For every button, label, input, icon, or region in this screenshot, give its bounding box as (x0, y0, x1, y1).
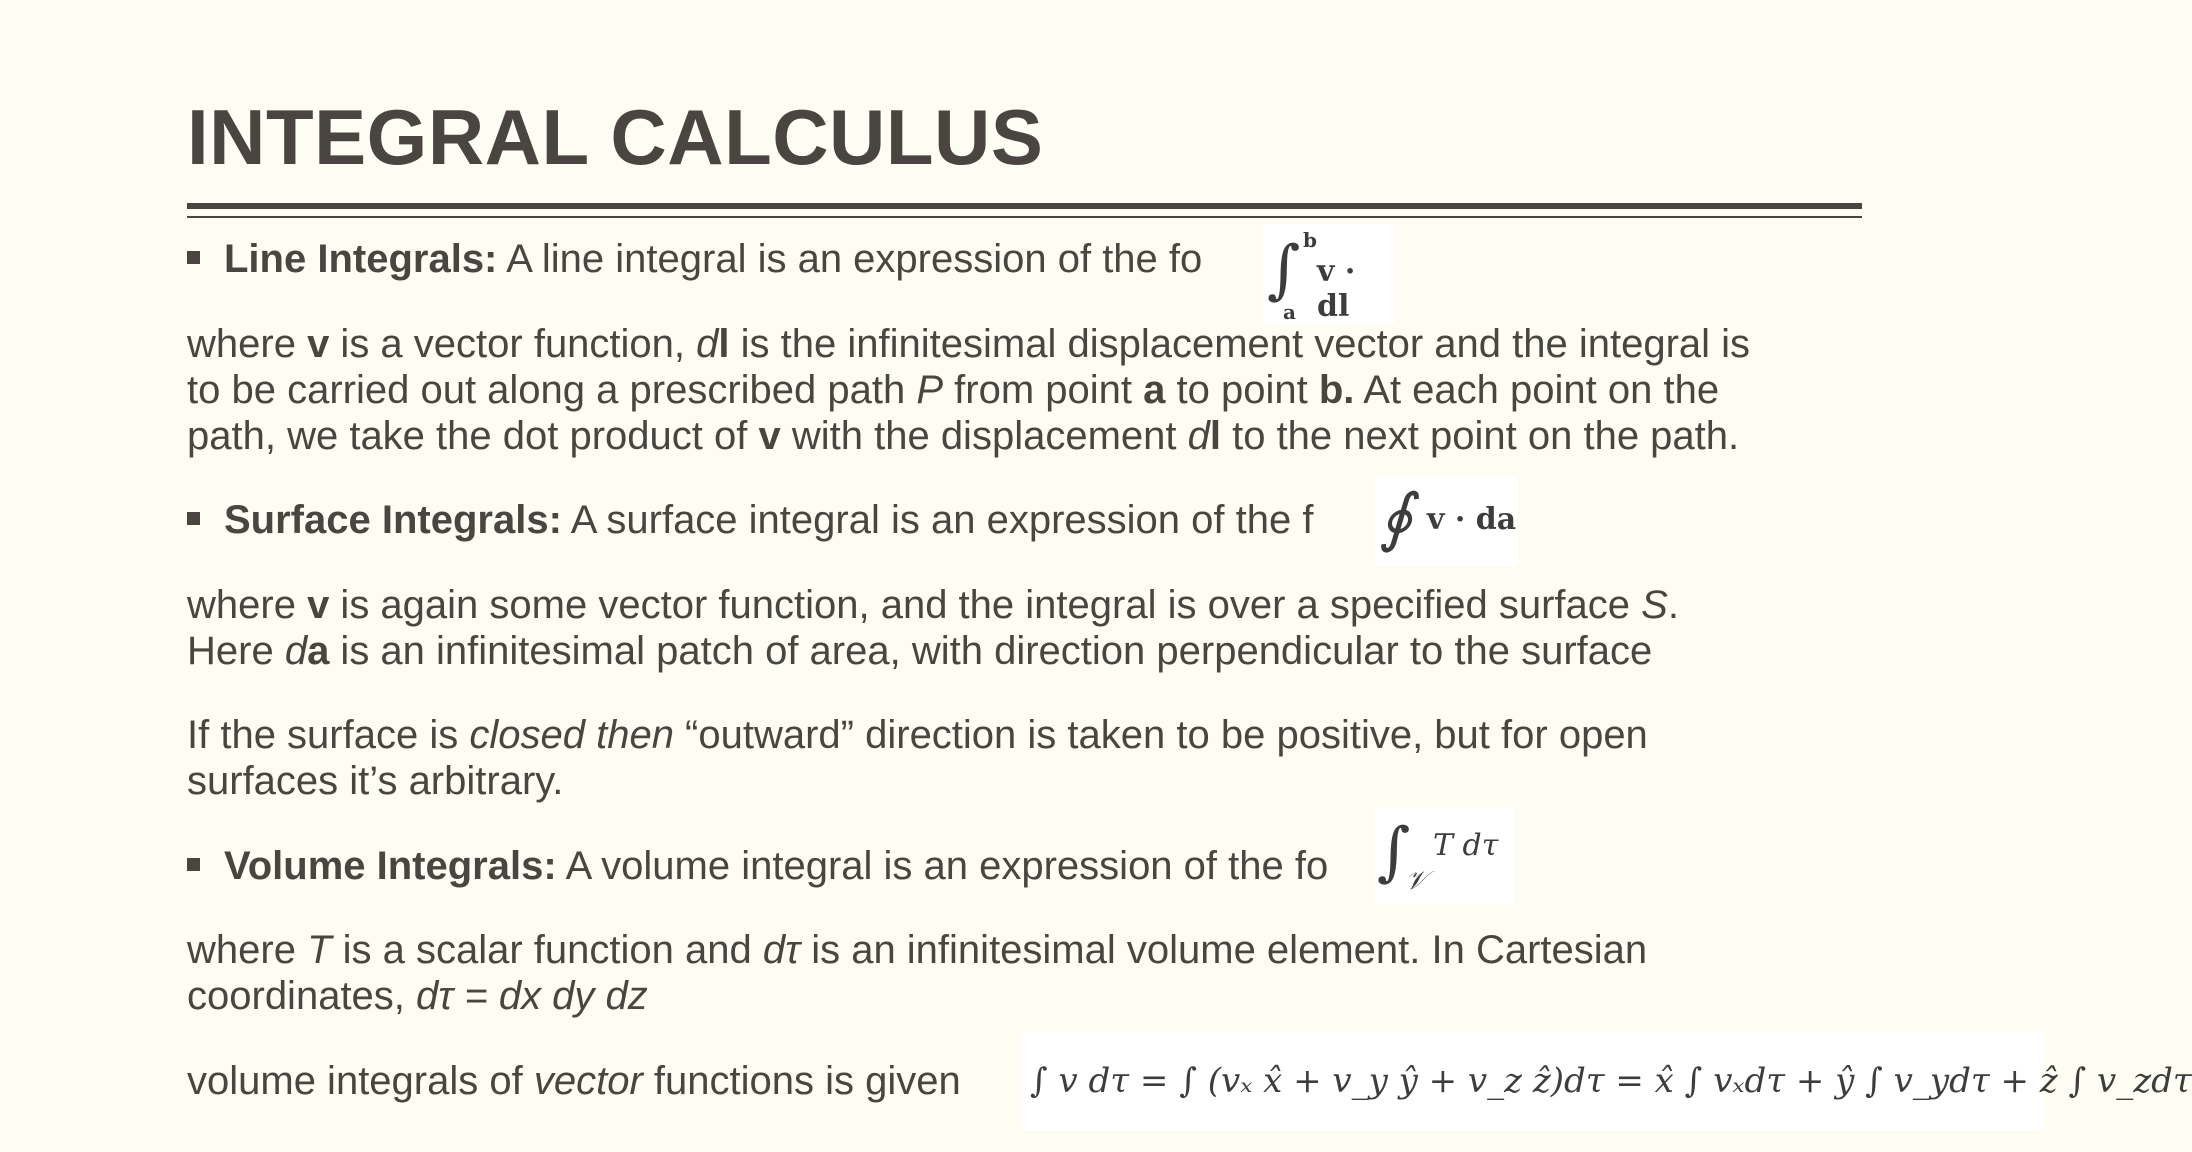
surface-integrals-paragraph-2 (187, 628, 1652, 674)
text-run: functions is given (642, 1059, 961, 1103)
volume-integrals-bullet (187, 843, 1328, 889)
surface-integrals-paragraph-4: surfaces it’s arbitrary. (187, 759, 564, 803)
text-run-italic: S (1641, 583, 1668, 627)
volume-integrals-paragraph-3 (187, 1058, 961, 1104)
surface-integrals-intro: A surface integral is an expression of the f (561, 498, 1314, 542)
text-run-italic: dτ (762, 928, 801, 972)
line-integrand: v · dl (1317, 254, 1356, 324)
lower-limit: a (1283, 300, 1296, 324)
surface-integrand: v · da (1427, 502, 1517, 537)
volume-integrand: T dτ (1433, 828, 1499, 863)
bullet-marker (187, 512, 200, 525)
integral-symbol: ∫ (1267, 233, 1301, 307)
text-run-bold: v (307, 322, 330, 366)
surface-integral-formula (1375, 476, 1517, 566)
line-integrals-paragraph-3 (187, 413, 1739, 459)
text-run-bold: v (307, 583, 330, 627)
vector-volume-integral-formula: ∫ v dτ = ∫ (vₓ x̂ + v_y ŷ + v_z ẑ)dτ = x̂ ∫ vₓdτ + ŷ ∫ v_ydτ + ẑ ∫ v_zdτ (1022, 1032, 2044, 1130)
text-run: where (187, 928, 308, 972)
text-run: is the infinitesimal displacement vector and the integral is (729, 322, 1751, 366)
text-run: to point (1165, 368, 1319, 412)
text-run-italic: vector (533, 1059, 643, 1103)
volume-integrals-paragraph-1 (187, 927, 1647, 973)
surface-integrals-paragraph-1 (187, 582, 1679, 628)
text-run-bold: a (1143, 368, 1166, 412)
text-run-italic: P (916, 368, 944, 412)
text-run-bold: l (1209, 414, 1221, 458)
text-run: . (1667, 583, 1679, 627)
text-run-bold: a (307, 629, 330, 673)
text-run-italic: d (284, 629, 308, 673)
text-run-italic: d (1187, 414, 1210, 458)
text-run: is again some vector function, and the integral is over a specified surface (329, 583, 1642, 627)
text-run: to the next point on the path. (1220, 414, 1740, 458)
text-run: is an infinitesimal patch of area, with direction perpendicular to the surface (329, 629, 1653, 673)
volume-integrals-paragraph-2 (187, 973, 648, 1019)
text-run: is a scalar function and (331, 928, 763, 972)
surface-integrals-paragraph-3 (187, 712, 1648, 758)
line-integrals-bullet (187, 236, 1202, 282)
line-integrals-heading: Line Integrals: (224, 237, 498, 281)
surface-integrals-bullet (187, 497, 1313, 543)
volume-subscript: 𝒱 (1405, 866, 1427, 896)
text-run: Here (187, 629, 285, 673)
text-run: At each point on the (1354, 368, 1720, 412)
text-run: with the displacement (780, 414, 1188, 458)
slide-title: INTEGRAL CALCULUS (187, 93, 1044, 181)
text-run: is an infinitesimal volume element. In Cartesian (800, 928, 1648, 972)
upper-limit: b (1303, 228, 1317, 252)
bullet-marker (187, 858, 200, 871)
text-run: where (187, 322, 308, 366)
integral-symbol: ∫ (1377, 815, 1411, 889)
volume-integrals-heading: Volume Integrals: (224, 844, 557, 888)
text-run: where (187, 583, 308, 627)
text-run: path, we take the dot product of (187, 414, 759, 458)
line-integral-formula (1263, 224, 1395, 324)
text-run: coordinates, (187, 974, 417, 1018)
text-run: to be carried out along a prescribed path (187, 368, 917, 412)
closed-integral-symbol: ∮ (1379, 481, 1413, 555)
text-run-italic: dτ = dx dy dz (416, 974, 648, 1018)
title-rule-thin (187, 216, 1862, 218)
surface-integrals-heading: Surface Integrals: (224, 498, 562, 542)
text-run: from point (943, 368, 1144, 412)
text-run-italic: closed then (469, 713, 674, 757)
title-rule-thick (187, 203, 1862, 209)
volume-integrals-intro: A volume integral is an expression of the fo (556, 844, 1329, 888)
volume-integral-formula (1375, 808, 1513, 904)
line-integrals-intro: A line integral is an expression of the fo (497, 237, 1203, 281)
text-run-italic: T (307, 928, 332, 972)
text-run: is a vector function, (329, 322, 697, 366)
text-run-bold: b. (1318, 368, 1355, 412)
text-run: volume integrals of (187, 1059, 534, 1103)
line-integrals-paragraph-2 (187, 367, 1719, 413)
text-run-italic: d (696, 322, 719, 366)
text-run-bold: l (718, 322, 730, 366)
line-integrals-paragraph-1 (187, 321, 1750, 367)
text-run-bold: v (758, 414, 781, 458)
bullet-marker (187, 251, 200, 264)
text-run: If the surface is (187, 713, 470, 757)
text-run: “outward” direction is taken to be positive, but for open (673, 713, 1648, 757)
